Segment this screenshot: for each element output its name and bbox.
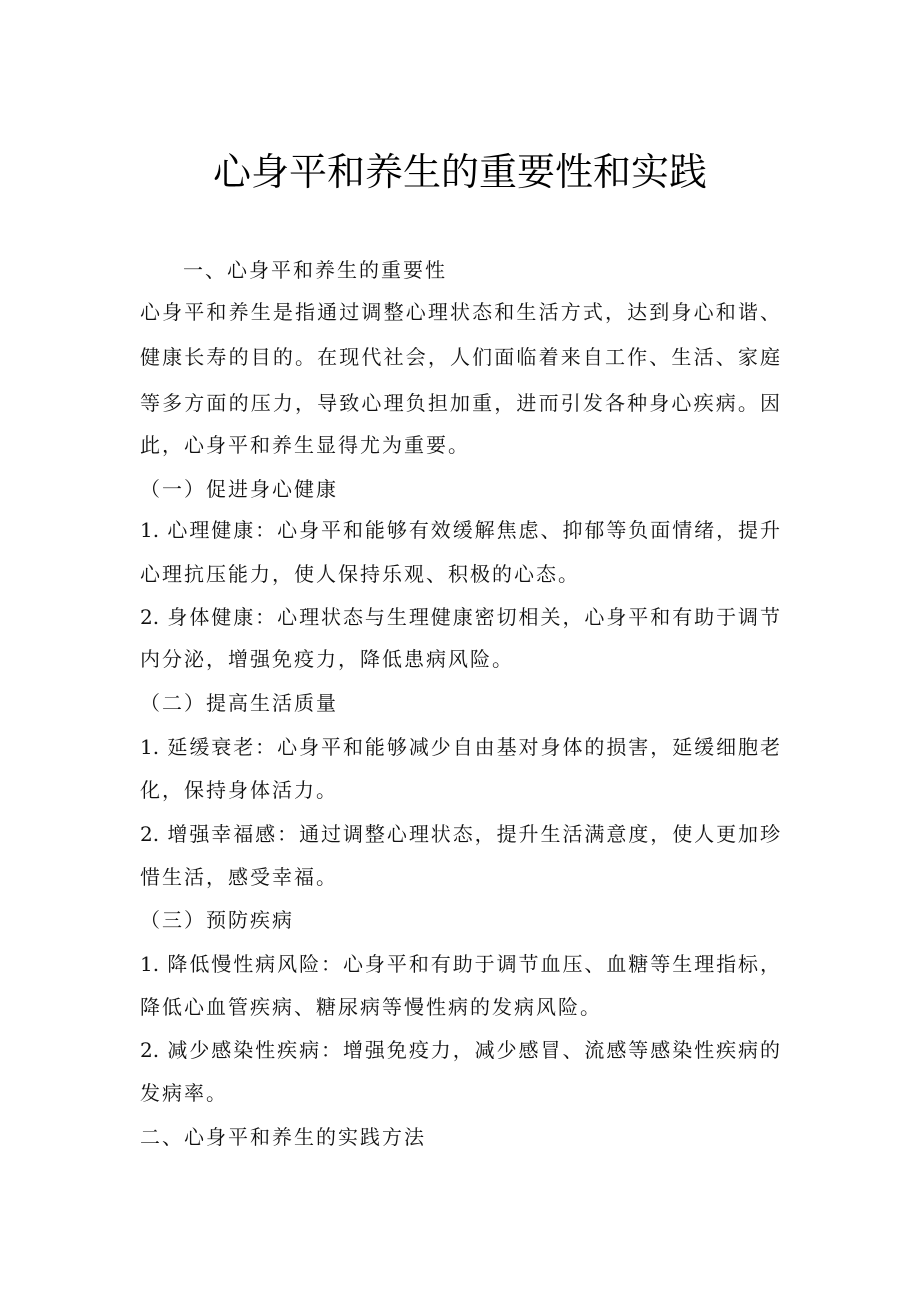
text-line: 2. 增强幸福感：通过调整心理状态，提升生活满意度，使人更加珍 <box>140 822 780 846</box>
text-line: 降低心血管疾病、糖尿病等慢性病的发病风险。 <box>140 995 602 1019</box>
section-heading: 二、心身平和养生的实践方法 <box>140 1125 426 1149</box>
text-line: 惜生活，感受幸福。 <box>140 865 338 889</box>
text-line: 心身平和养生是指通过调整心理状态和生活方式，达到身心和谐、 <box>140 300 780 324</box>
subsection-heading: （三）预防疾病 <box>140 908 294 932</box>
text-line: 等多方面的压力，导致心理负担加重，进而引发各种身心疾病。因 <box>140 391 780 415</box>
text-line: 内分泌，增强免疫力，降低患病风险。 <box>140 647 514 671</box>
text-line: 1. 心理健康：心身平和能够有效缓解焦虑、抑郁等负面情绪，提升 <box>140 518 780 542</box>
text-line: 2. 身体健康：心理状态与生理健康密切相关，心身平和有助于调节 <box>140 605 780 629</box>
text-line: 此，心身平和养生显得尤为重要。 <box>140 433 470 457</box>
text-line: 发病率。 <box>140 1081 228 1105</box>
subsection-heading: （一）促进身心健康 <box>140 477 338 501</box>
text-line: 1. 降低慢性病风险：心身平和有助于调节血压、血糖等生理指标， <box>140 952 780 976</box>
text-line: 2. 减少感染性疾病：增强免疫力，减少感冒、流感等感染性疾病的 <box>140 1038 780 1062</box>
text-line: 化，保持身体活力。 <box>140 778 338 802</box>
subsection-heading: （二）提高生活质量 <box>140 691 338 715</box>
text-line: 心理抗压能力，使人保持乐观、积极的心态。 <box>140 562 580 586</box>
text-line: 1. 延缓衰老：心身平和能够减少自由基对身体的损害，延缓细胞老 <box>140 735 780 759</box>
section-heading: 一、心身平和养生的重要性 <box>183 258 447 282</box>
text-line: 健康长寿的目的。在现代社会，人们面临着来自工作、生活、家庭 <box>140 345 780 369</box>
document-title: 心身平和养生的重要性和实践 <box>212 150 707 194</box>
